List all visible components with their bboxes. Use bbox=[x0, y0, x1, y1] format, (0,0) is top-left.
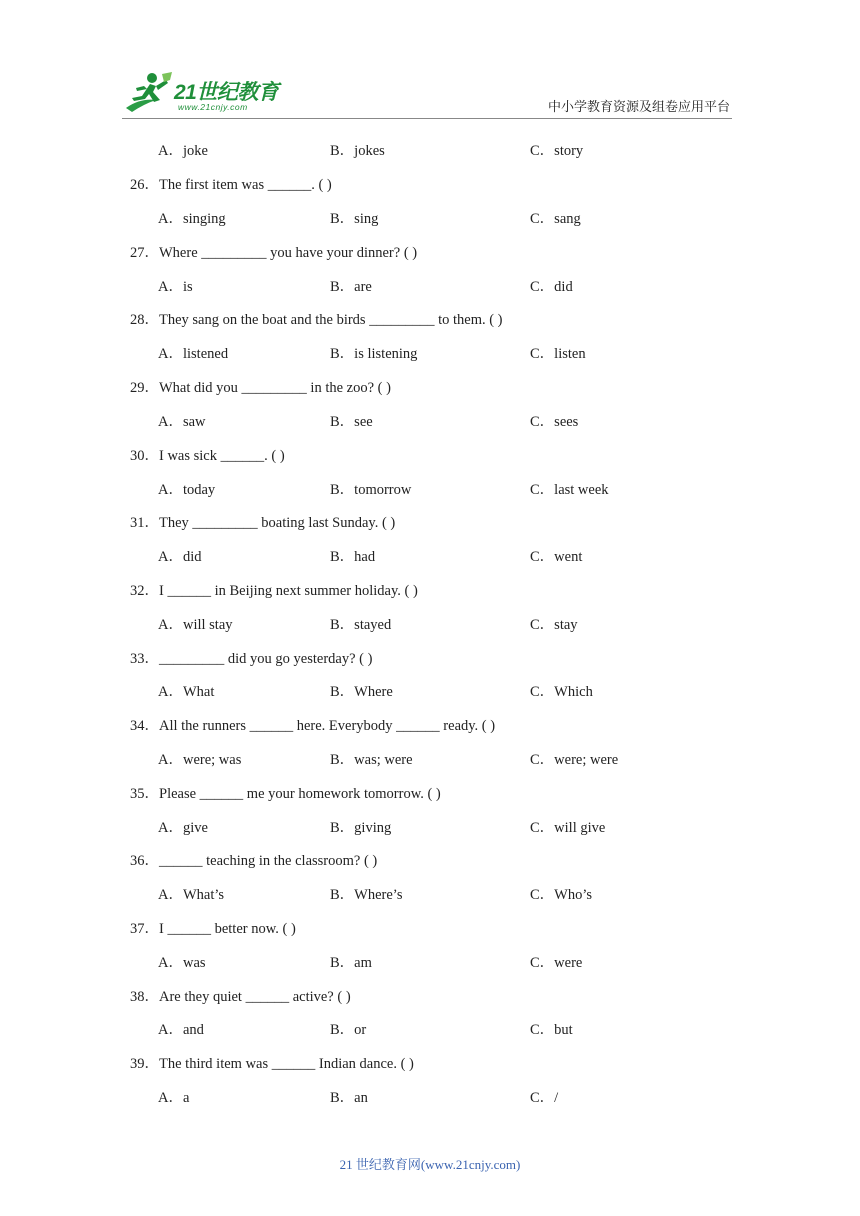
option-a: A．saw bbox=[158, 414, 206, 430]
option-c: C．Who’s bbox=[530, 887, 593, 903]
question-33: 33．_________ did you go yesterday? ( ) bbox=[130, 651, 373, 667]
option-c: C．did bbox=[530, 279, 573, 295]
question-35: 35．Please ______ me your homework tomorrow. ( ) bbox=[130, 786, 441, 802]
option-c: C．will give bbox=[530, 820, 606, 836]
option-a: A．were; was bbox=[158, 752, 242, 768]
option-b: B．am bbox=[330, 955, 372, 971]
option-b: B．had bbox=[330, 549, 376, 565]
page-footer: 21 世纪教育网(www.21cnjy.com) bbox=[339, 1157, 521, 1172]
option-a: A．did bbox=[158, 549, 202, 565]
option-c: C．sang bbox=[530, 211, 581, 227]
runner-logo-icon bbox=[122, 70, 174, 116]
option-b: B．tomorrow bbox=[330, 482, 412, 498]
option-c: C．last week bbox=[530, 482, 609, 498]
option-c: C．were; were bbox=[530, 752, 619, 768]
question-34: 34．All the runners ______ here. Everybody ______ ready. ( ) bbox=[130, 718, 496, 734]
option-b: B．is listening bbox=[330, 346, 418, 362]
option-a: A．listened bbox=[158, 346, 229, 362]
option-b: B．jokes bbox=[330, 143, 385, 159]
brand-logo bbox=[122, 70, 292, 116]
option-b: B．see bbox=[330, 414, 373, 430]
option-a: A．joke bbox=[158, 143, 208, 159]
option-a: A．and bbox=[158, 1022, 204, 1038]
question-28: 28．They sang on the boat and the birds _________ to them. ( ) bbox=[130, 312, 503, 328]
option-c: C．but bbox=[530, 1022, 573, 1038]
option-c: C．stay bbox=[530, 617, 578, 633]
option-a: A．today bbox=[158, 482, 216, 498]
option-b: B．or bbox=[330, 1022, 367, 1038]
question-30: 30．I was sick ______. ( ) bbox=[130, 448, 285, 464]
header-divider bbox=[122, 118, 732, 119]
option-a: A．give bbox=[158, 820, 208, 836]
option-b: B．Where’s bbox=[330, 887, 403, 903]
platform-name: 中小学教育资源及组卷应用平台 bbox=[547, 100, 730, 115]
option-a: A．will stay bbox=[158, 617, 233, 633]
option-b: B．was; were bbox=[330, 752, 413, 768]
logo-text: 21世纪教育 bbox=[174, 81, 279, 104]
question-26: 26．The first item was ______. ( ) bbox=[130, 177, 332, 193]
option-b: B．stayed bbox=[330, 617, 392, 633]
option-c: C．sees bbox=[530, 414, 579, 430]
option-a: A．singing bbox=[158, 211, 226, 227]
option-b: B．Where bbox=[330, 684, 393, 700]
option-a: A．What’s bbox=[158, 887, 225, 903]
option-b: B．are bbox=[330, 279, 372, 295]
option-a: A．was bbox=[158, 955, 206, 971]
question-29: 29．What did you _________ in the zoo? ( ) bbox=[130, 380, 391, 396]
logo-url: www.21cnjy.com bbox=[178, 102, 248, 112]
option-b: B．an bbox=[330, 1090, 368, 1106]
question-39: 39．The third item was ______ Indian dance. ( ) bbox=[130, 1056, 414, 1072]
option-a: A．a bbox=[158, 1090, 190, 1106]
question-38: 38．Are they quiet ______ active? ( ) bbox=[130, 989, 351, 1005]
option-a: A．What bbox=[158, 684, 215, 700]
option-c: C．listen bbox=[530, 346, 586, 362]
option-c: C．Which bbox=[530, 684, 593, 700]
question-27: 27．Where _________ you have your dinner? ( ) bbox=[130, 245, 418, 261]
question-32: 32．I ______ in Beijing next summer holiday. ( ) bbox=[130, 583, 418, 599]
option-b: B．giving bbox=[330, 820, 392, 836]
option-c: C．story bbox=[530, 143, 584, 159]
question-36: 36．______ teaching in the classroom? ( ) bbox=[130, 853, 378, 869]
option-c: C．were bbox=[530, 955, 583, 971]
question-31: 31．They _________ boating last Sunday. ( ) bbox=[130, 515, 396, 531]
option-c: C．/ bbox=[530, 1090, 559, 1106]
question-37: 37．I ______ better now. ( ) bbox=[130, 921, 296, 937]
option-b: B．sing bbox=[330, 211, 379, 227]
option-c: C．went bbox=[530, 549, 583, 565]
option-a: A．is bbox=[158, 279, 193, 295]
